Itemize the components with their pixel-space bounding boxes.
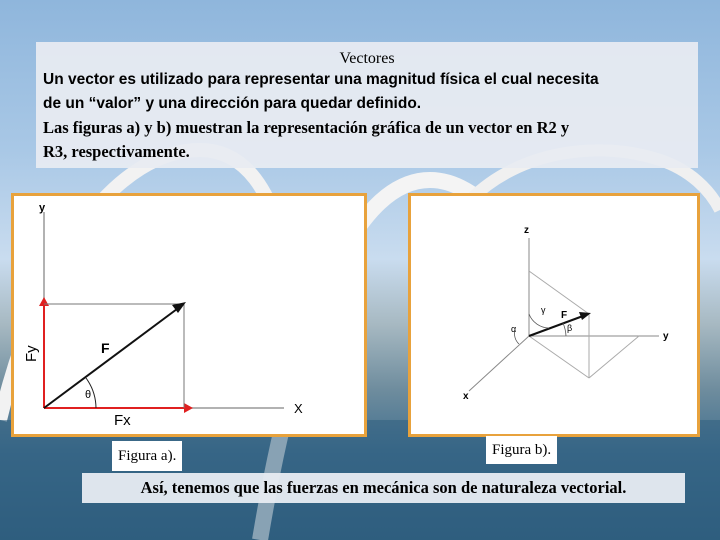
figure-a-f-label: F <box>101 340 110 356</box>
intro-text-box <box>36 42 698 168</box>
figure-b-alpha-label: α <box>511 324 517 334</box>
intro-line-4: R3, respectivamente. <box>43 142 190 161</box>
figure-b-f-label: F <box>561 310 568 321</box>
figure-a-y-label: y <box>39 202 46 214</box>
figure-b-beta-label: β <box>567 323 573 333</box>
figure-a-caption: Figura a). <box>112 441 182 471</box>
figure-b-gamma-arc <box>529 314 549 328</box>
figure-b-x-axis <box>469 336 529 391</box>
figure-a-fy-label: Fy <box>23 345 40 362</box>
figure-b-proj-1 <box>529 271 589 314</box>
figure-a-fx-label: Fx <box>114 412 131 429</box>
figure-b-z-label: z <box>524 225 529 236</box>
figure-b-beta-arc <box>563 323 566 336</box>
figure-a-angle-label: θ <box>85 389 92 401</box>
figure-b-proj-4 <box>589 336 639 378</box>
figure-b-panel <box>408 193 700 437</box>
figure-b-gamma-label: γ <box>541 305 546 315</box>
figure-b-y-label: y <box>663 331 669 342</box>
figure-b-vector-f <box>529 316 583 336</box>
figure-a-panel <box>11 193 367 437</box>
figure-b-proj-3 <box>529 336 589 378</box>
figure-a-fy-arrowhead <box>39 297 49 306</box>
figure-b-caption: Figura b). <box>486 436 557 464</box>
slide-title: Vectores <box>339 50 395 67</box>
intro-line-1: Un vector es utilizado para representar una magnitud física el cual necesita <box>43 71 599 88</box>
conclusion-text: Así, tenemos que las fuerzas en mecánica son de naturaleza vectorial. <box>82 473 685 503</box>
intro-line-3: Las figuras a) y b) muestran la representación gráfica de un vector en R2 y <box>43 118 570 137</box>
figure-b-x-label: x <box>463 391 469 402</box>
figure-a-fx-arrowhead <box>184 403 193 413</box>
intro-line-2: de un “valor” y una dirección para quedar definido. <box>43 95 422 112</box>
figure-b-diagram <box>411 196 697 434</box>
figure-a-x-label: X <box>294 401 303 416</box>
figure-a-vector-f <box>44 309 177 408</box>
figure-a-diagram <box>14 196 364 434</box>
